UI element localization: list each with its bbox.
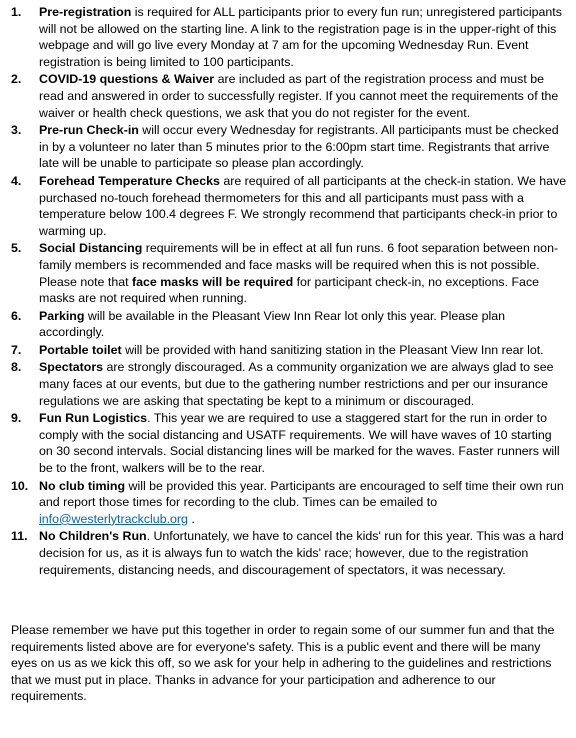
item-body: requirements will be in effect at all fun runs. 6 foot separation between non-family members is recommended and face masks will be required when this is not possible. Please note that [39,241,559,289]
list-item-spectators [11,359,568,409]
item-text [39,342,568,359]
item-heading: Pre-run Check-in [39,123,139,138]
item-text [39,71,568,121]
item-number: 4. [11,173,22,188]
item-text [39,528,568,578]
item-heading: Pre-registration [39,5,132,19]
list-item-fun-run-logistics [11,410,568,476]
item-number: 2. [11,72,22,87]
item-heading: Spectators [39,360,104,375]
item-number: 1. [11,5,22,19]
list-item-check-in [11,122,568,172]
item-number: 9. [11,411,22,426]
item-body: are included as part of the registration process and must be read and answered in order to successfully register. If you cannot meet the requirements of the waiver or health check questions, we ask that you do not register for the event. [39,72,559,120]
item-number: 5. [11,241,22,256]
list-item-social-distancing [11,240,568,306]
item-text [39,410,568,476]
item-text [39,4,568,70]
item-number: 6. [11,308,22,323]
item-heading: No Children's Run [39,529,147,544]
item-text [39,240,568,306]
item-number: 10. [11,478,29,493]
item-body: will occur every Wednesday for registrants. All participants must be checked in by a volunteer no later than 5 minutes prior to the 6:00pm start time. Registrants that arrive late will be unable to participate so please plan accordingly. [39,123,559,171]
item-emphasis: face masks will be required [132,274,294,289]
item-body: will be provided this year. Participants are encouraged to self time their own run and report those times for recording to the club. Times can be emailed to [39,478,564,510]
item-body: . Unfortunately, we have to cancel the kids' run for this year. This was a hard decision for us, as it is always fun to watch the kids' race; however, due to the registration requirements, distancing needs, and discouragement of spectators, it was necessary. [39,529,564,577]
item-text [39,359,568,409]
list-item-childrens-run [11,528,568,578]
item-text [39,173,568,239]
item-number: 7. [11,342,22,357]
item-number: 3. [11,123,22,138]
list-item-temperature-checks [11,173,568,239]
email-link[interactable]: info@westerlytrackclub.org [39,511,188,526]
item-body: is required for ALL participants prior to every fun run; unregistered participants will not be allowed on the starting line. A link to the registration page is in the upper-right of this webpage and will go live every Monday at 7 am for the upcoming Wednesday Run. Event registration is being limited to 100 participants. [39,5,562,69]
item-body-continued: for participant check-in, no exceptions. Face masks are not required when running. [39,274,540,306]
item-heading: Portable toilet [39,342,122,357]
item-heading: Parking [39,308,85,323]
closing-paragraph: Please remember we have put this together in order to regain some of our summer fun and that the requirements listed above are for everyone's safety. This is a public event and there will be many eyes on us as we kick this off, so we ask for your help in adhering to the guidelines and restrictions that we must put in place. Thanks in advance for your participation and adherence to our requirements. [11,623,555,704]
item-text [39,122,568,172]
requirements-list [11,4,568,578]
item-heading: Social Distancing [39,241,143,256]
list-item-covid-waiver [11,71,568,121]
list-item-club-timing [11,478,568,528]
item-heading: Forehead Temperature Checks [39,173,220,188]
item-number: 11. [11,529,28,544]
item-body: are strongly discouraged. As a community organization we are always glad to see many faces at our events, but due to the gathering number restrictions and per our insurance regulations we are asking that spectating be kept to a minimum or discouraged. [39,360,554,408]
item-heading: No club timing [39,478,126,493]
item-body: are required of all participants at the check-in station. We have purchased no-touch forehead thermometers for this and all participants must pass with a temperature below 100.4 degrees F. We strongly recommend that participants check-in prior to warming up. [39,173,567,238]
list-item-portable-toilet [11,342,568,359]
item-heading: COVID-19 questions & Waiver [39,72,215,87]
list-item-parking [11,308,568,341]
item-text [39,308,568,341]
item-heading: Fun Run Logistics [39,411,148,426]
list-item-pre-registration [11,4,568,70]
item-body-trailing: . [187,511,195,526]
item-body: . This year we are required to use a staggered start for the run in order to comply with the social distancing and USATF requirements. We will have waves of 10 starting on 30 second intervals. Social distancing lines will be marked for the waves. Faster runners will be to the front, walkers will be to the rear. [39,411,560,476]
item-body: will be provided with hand sanitizing station in the Pleasant View Inn rear lot. [121,342,544,357]
item-text [39,478,568,528]
item-body: will be available in the Pleasant View Inn Rear lot only this year. Please plan accordingly. [39,308,506,340]
item-number: 8. [11,360,22,375]
